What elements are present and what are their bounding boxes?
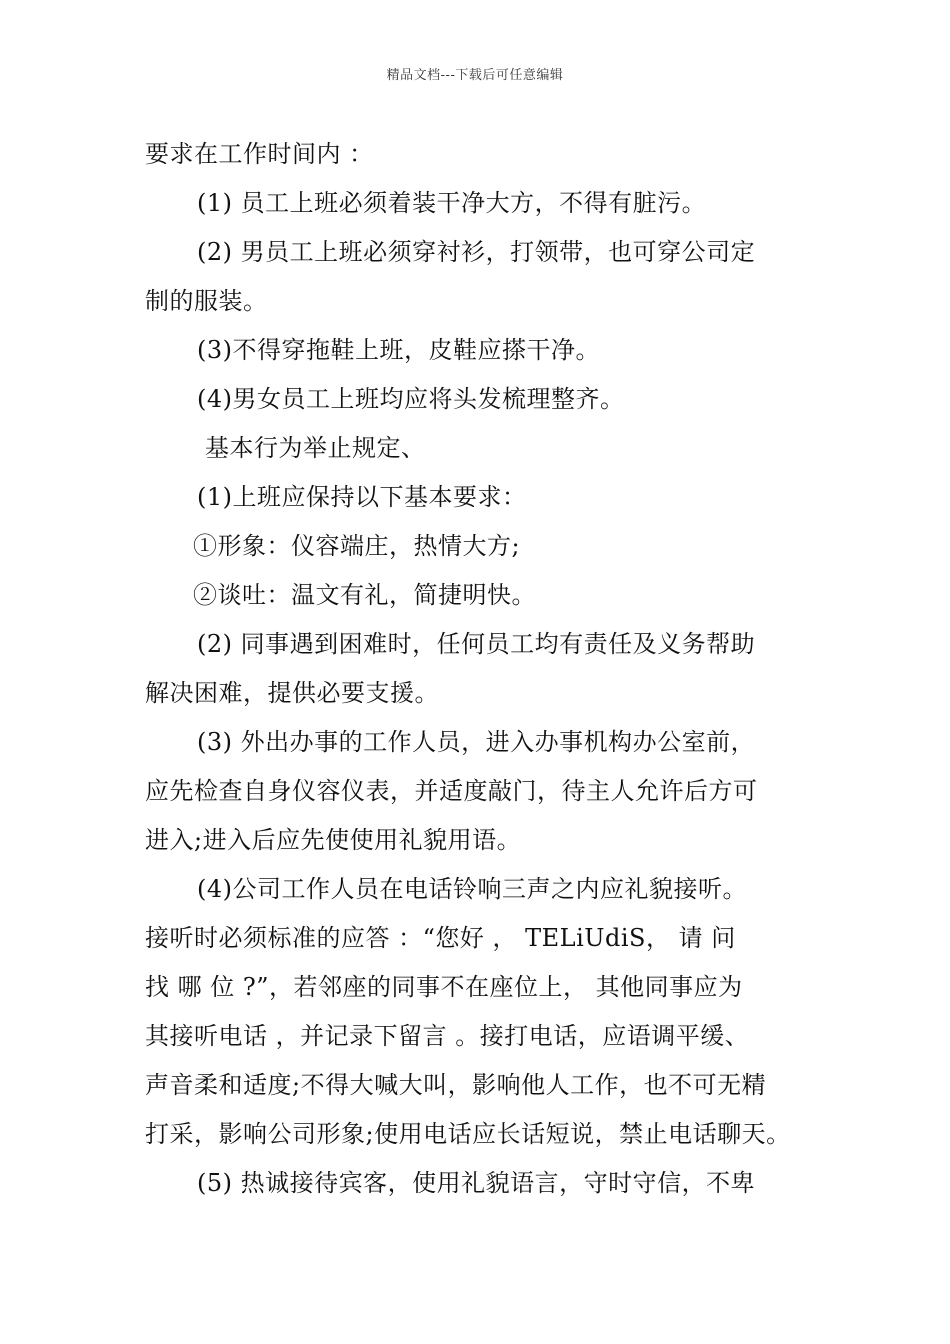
paragraph-line: ①形象：仪容端庄，热情大方; bbox=[193, 532, 521, 560]
page-header: 精品文档---下载后可任意编辑 bbox=[386, 68, 564, 83]
paragraph-line: (4)公司工作人员在电话铃响三声之内应礼貌接听。 bbox=[197, 875, 747, 903]
paragraph-line: ②谈吐：温文有礼，简捷明快。 bbox=[193, 581, 536, 609]
paragraph-line: 要求在工作时间内 ： bbox=[145, 140, 374, 168]
paragraph-line: (1)上班应保持以下基本要求： bbox=[197, 483, 527, 511]
paragraph-line: 声音柔和适度;不得大喊大叫，影响他人工作，也不可无精 bbox=[145, 1071, 767, 1099]
paragraph-line: (2) 同事遇到困难时，任何员工均有责任及义务帮助 bbox=[197, 630, 756, 658]
paragraph-line: (4)男女员工上班均应将头发梳理整齐。 bbox=[197, 385, 625, 413]
paragraph-line: 解决困难，提供必要支援。 bbox=[145, 679, 439, 707]
document-body bbox=[145, 130, 810, 1208]
paragraph-line: (2) 男员工上班必须穿衬衫，打领带，也可穿公司定 bbox=[197, 238, 756, 266]
paragraph-line: 接听时必须标准的应答 ：“您好 ， TELiUdiS， 请 问 bbox=[145, 924, 736, 952]
paragraph-line: 找 哪 位 ?”，若邻座的同事不在座位上， 其他同事应为 bbox=[145, 973, 743, 1001]
paragraph-line: 制的服装。 bbox=[145, 287, 268, 315]
section-heading: 基本行为举止规定、 bbox=[205, 434, 426, 462]
paragraph-line: 进入;进入后应先使使用礼貌用语。 bbox=[145, 826, 522, 854]
paragraph-line: (5) 热诚接待宾客，使用礼貌语言，守时守信，不卑 bbox=[197, 1169, 756, 1197]
paragraph-line: (1) 员工上班必须着装干净大方，不得有脏污。 bbox=[197, 189, 707, 217]
paragraph-line: (3) 外出办事的工作人员，进入办事机构办公室前， bbox=[197, 728, 756, 756]
paragraph-line: 其接听电话 ，并记录下留言 。接打电话，应语调平缓、 bbox=[145, 1022, 750, 1050]
paragraph-line: 打采，影响公司形象;使用电话应长话短说，禁止电话聊天。 bbox=[145, 1120, 791, 1148]
paragraph-line: 应先检查自身仪容仪表，并适度敲门，待主人允许后方可 bbox=[145, 777, 758, 805]
paragraph-line: (3)不得穿拖鞋上班，皮鞋应搽干净。 bbox=[197, 336, 600, 364]
